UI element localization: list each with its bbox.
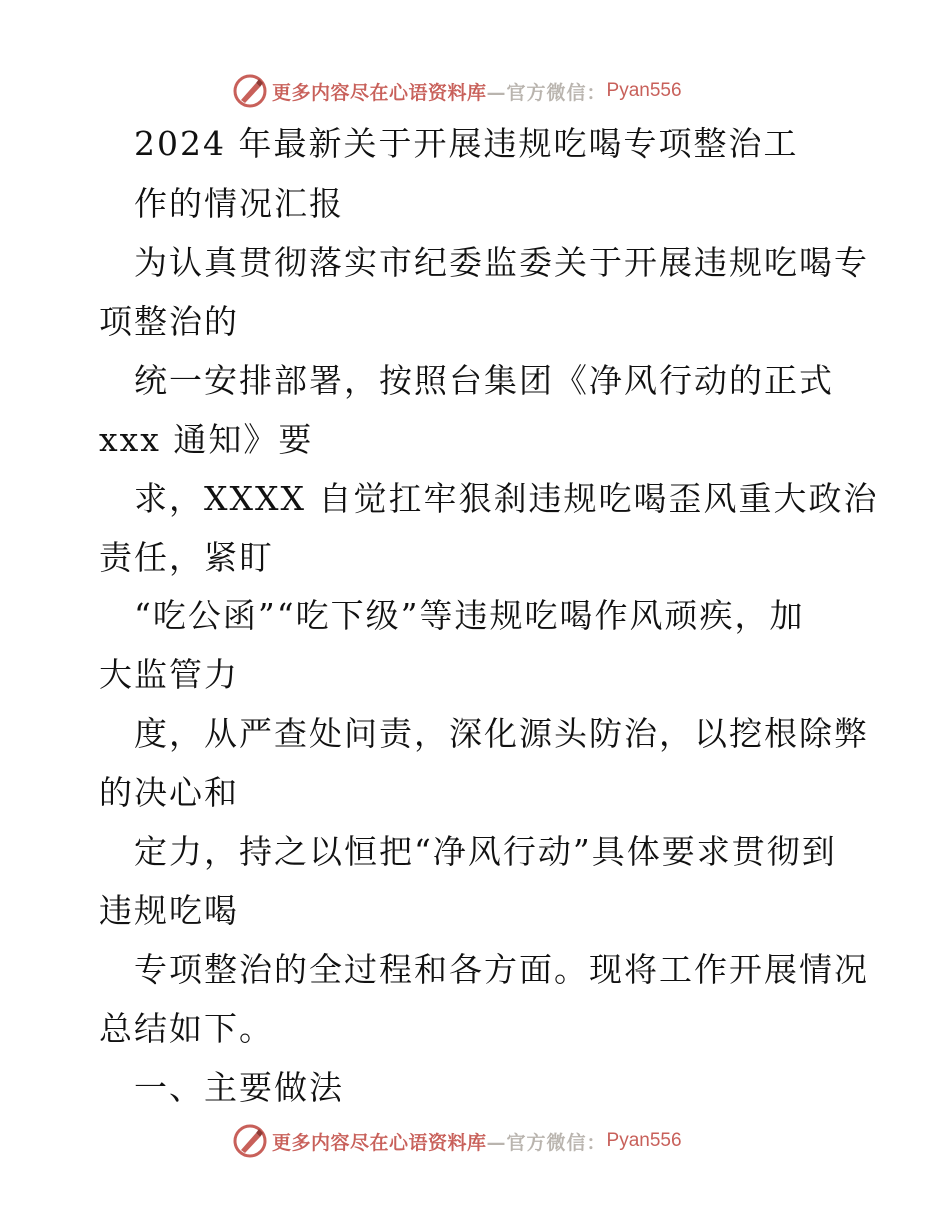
- footer-watermark: [232, 1121, 682, 1161]
- paragraph-line: 责任，紧盯: [99, 538, 274, 577]
- paragraph-line: 大监管力: [99, 655, 239, 694]
- paragraph-line: 统一安排部署，按照台集团《净风行动的正式: [134, 361, 834, 400]
- doc-title-line-2: 作的情况汇报: [134, 184, 344, 223]
- paragraph-line: 违规吃喝: [99, 891, 239, 930]
- paragraph-line: 专项整治的全过程和各方面。现将工作开展情况: [134, 950, 869, 989]
- watermark-wechat-label: —官方微信：: [486, 81, 607, 104]
- watermark-text: 更多内容尽在心语资料库: [272, 1131, 487, 1154]
- section-heading: 一、主要做法: [134, 1068, 344, 1107]
- paragraph-line: 求，XXXX 自觉扛牢狠刹违规吃喝歪风重大政治: [134, 479, 879, 518]
- paragraph-line: 的决心和: [99, 773, 239, 812]
- doc-title-line-1: 2024 年最新关于开展违规吃喝专项整治工: [134, 124, 799, 163]
- paragraph-line: 项整治的: [99, 302, 239, 341]
- header-watermark: [232, 71, 682, 111]
- paragraph-line: xxx 通知》要: [99, 420, 314, 459]
- paragraph-line: 总结如下。: [99, 1009, 274, 1048]
- watermark-wechat-id: Pyan556: [606, 1130, 682, 1151]
- paragraph-line: “吃公函”“吃下级”等违规吃喝作风顽疾，加: [134, 596, 805, 635]
- pen-logo-icon: [232, 1123, 268, 1159]
- watermark-wechat-id: Pyan556: [606, 80, 682, 101]
- paragraph-line: 度，从严查处问责，深化源头防治，以挖根除弊: [134, 714, 869, 753]
- paragraph-line: 定力，持之以恒把“净风行动”具体要求贯彻到: [134, 832, 837, 871]
- paragraph-line: 为认真贯彻落实市纪委监委关于开展违规吃喝专: [134, 243, 869, 282]
- watermark-text: 更多内容尽在心语资料库: [272, 81, 487, 104]
- watermark-wechat-label: —官方微信：: [486, 1131, 607, 1154]
- pen-logo-icon: [232, 73, 268, 109]
